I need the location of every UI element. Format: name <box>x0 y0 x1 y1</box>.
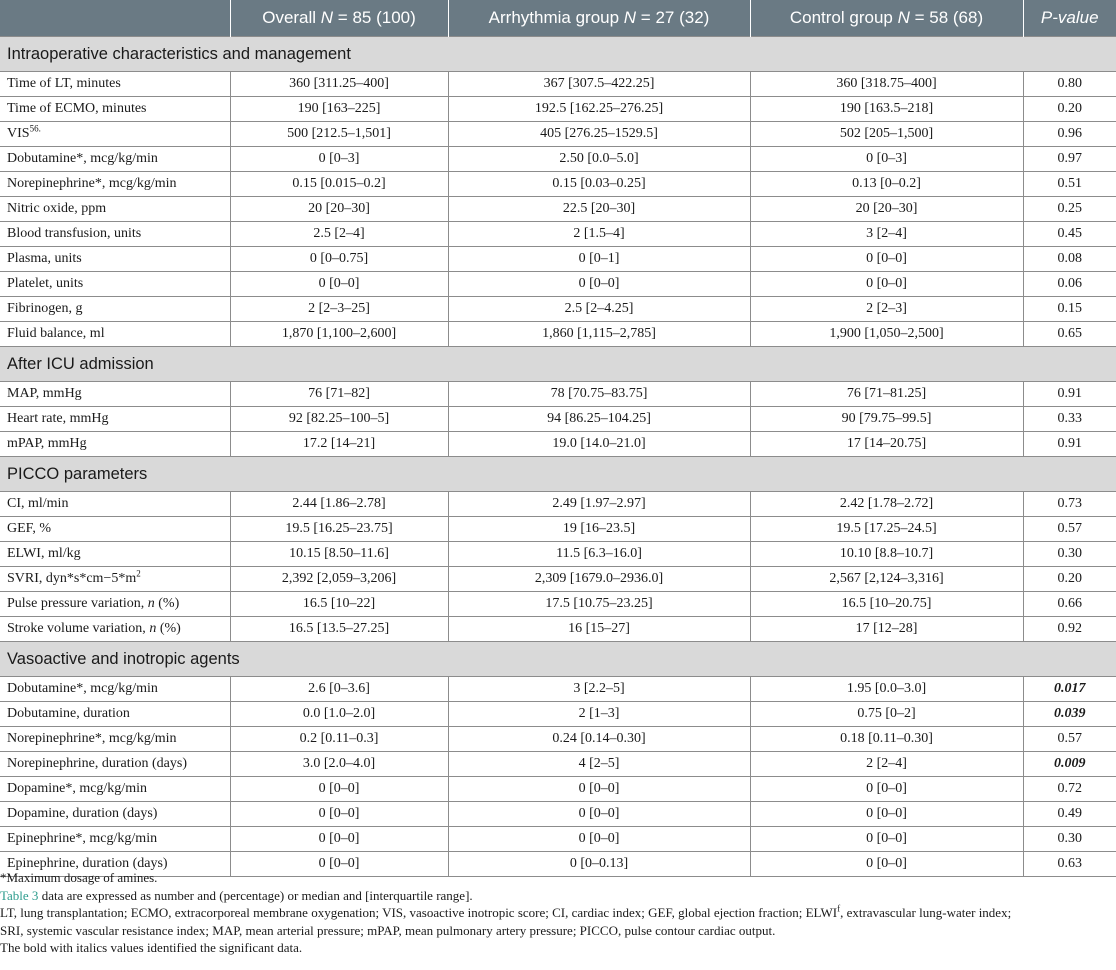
cell-overall: 16.5 [10–22] <box>230 592 448 617</box>
cell-p-value: 0.72 <box>1023 777 1116 802</box>
table-row <box>0 97 1116 122</box>
row-label: Stroke volume variation, n (%) <box>0 617 230 642</box>
table-row <box>0 382 1116 407</box>
cell-control: 1.95 [0.0–3.0] <box>750 677 1023 702</box>
row-label: Dobutamine*, mcg/kg/min <box>0 677 230 702</box>
row-label: MAP, mmHg <box>0 382 230 407</box>
row-label: Fluid balance, ml <box>0 322 230 347</box>
cell-overall: 76 [71–82] <box>230 382 448 407</box>
cell-arrhythmia: 2 [1–3] <box>448 702 750 727</box>
cell-overall: 0.15 [0.015–0.2] <box>230 172 448 197</box>
row-label: Pulse pressure variation, n (%) <box>0 592 230 617</box>
cell-p-value: 0.33 <box>1023 407 1116 432</box>
row-label: mPAP, mmHg <box>0 432 230 457</box>
table-row <box>0 432 1116 457</box>
row-label: CI, ml/min <box>0 492 230 517</box>
cell-control: 0.13 [0–0.2] <box>750 172 1023 197</box>
cell-control: 0 [0–0] <box>750 272 1023 297</box>
table-row <box>0 407 1116 432</box>
cell-overall: 0 [0–0] <box>230 852 448 877</box>
table-row <box>0 172 1116 197</box>
row-label: Norepinephrine*, mcg/kg/min <box>0 727 230 752</box>
cell-p-value: 0.66 <box>1023 592 1116 617</box>
table-row <box>0 727 1116 752</box>
table-row <box>0 272 1116 297</box>
cell-arrhythmia: 192.5 [162.25–276.25] <box>448 97 750 122</box>
row-label: Norepinephrine*, mcg/kg/min <box>0 172 230 197</box>
cell-overall: 2.5 [2–4] <box>230 222 448 247</box>
cell-overall: 0.0 [1.0–2.0] <box>230 702 448 727</box>
cell-arrhythmia: 2,309 [1679.0–2936.0] <box>448 567 750 592</box>
cell-p-value: 0.30 <box>1023 542 1116 567</box>
row-label: Dopamine*, mcg/kg/min <box>0 777 230 802</box>
cell-p-value: 0.06 <box>1023 272 1116 297</box>
row-label: GEF, % <box>0 517 230 542</box>
section-title: Intraoperative characteristics and management <box>0 37 1116 72</box>
footnote-significance: The bold with italics values identified the significant data. <box>0 940 303 955</box>
cell-control: 20 [20–30] <box>750 197 1023 222</box>
cell-arrhythmia: 22.5 [20–30] <box>448 197 750 222</box>
cell-arrhythmia: 405 [276.25–1529.5] <box>448 122 750 147</box>
cell-overall: 0 [0–0] <box>230 272 448 297</box>
row-label: ELWI, ml/kg <box>0 542 230 567</box>
cell-arrhythmia: 2.5 [2–4.25] <box>448 297 750 322</box>
row-label: Heart rate, mmHg <box>0 407 230 432</box>
row-label: Dobutamine, duration <box>0 702 230 727</box>
cell-overall: 500 [212.5–1,501] <box>230 122 448 147</box>
cell-control: 0 [0–0] <box>750 247 1023 272</box>
table-row <box>0 222 1116 247</box>
cell-control: 502 [205–1,500] <box>750 122 1023 147</box>
table-row <box>0 542 1116 567</box>
cell-overall: 1,870 [1,100–2,600] <box>230 322 448 347</box>
section-header-row <box>0 347 1116 382</box>
table-row <box>0 802 1116 827</box>
cell-p-value: 0.017 <box>1023 677 1116 702</box>
footnote-abbreviations-1: LT, lung transplantation; ECMO, extracorporeal membrane oxygenation; VIS, vasoactive inotropic score; CI, cardiac index; GEF, global ejection fraction; ELWI$^f$, extravascular lung-water index; <box>0 903 1012 920</box>
cell-control: 17 [14–20.75] <box>750 432 1023 457</box>
cell-p-value: 0.96 <box>1023 122 1116 147</box>
cell-overall: 0 [0–0] <box>230 827 448 852</box>
cell-arrhythmia: 94 [86.25–104.25] <box>448 407 750 432</box>
section-header-row <box>0 457 1116 492</box>
cell-arrhythmia: 0 [0–0] <box>448 777 750 802</box>
cell-overall: 360 [311.25–400] <box>230 72 448 97</box>
row-label: Dopamine, duration (days) <box>0 802 230 827</box>
cell-overall: 20 [20–30] <box>230 197 448 222</box>
table-header-row <box>0 0 1116 37</box>
header-control-group: Control group N = 58 (68) <box>750 0 1023 37</box>
cell-arrhythmia: 2.50 [0.0–5.0] <box>448 147 750 172</box>
header-p-value: P-value <box>1023 0 1116 37</box>
cell-p-value: 0.15 <box>1023 297 1116 322</box>
table-link[interactable]: Table 3 <box>0 887 39 903</box>
cell-p-value: 0.65 <box>1023 322 1116 347</box>
table-row <box>0 617 1116 642</box>
cell-p-value: 0.08 <box>1023 247 1116 272</box>
table-row <box>0 677 1116 702</box>
row-label: Plasma, units <box>0 247 230 272</box>
cell-control: 2 [2–3] <box>750 297 1023 322</box>
cell-arrhythmia: 19.0 [14.0–21.0] <box>448 432 750 457</box>
section-title: After ICU admission <box>0 347 1116 382</box>
cell-control: 2,567 [2,124–3,316] <box>750 567 1023 592</box>
table-body <box>0 37 1116 877</box>
cell-p-value: 0.57 <box>1023 727 1116 752</box>
cell-control: 190 [163.5–218] <box>750 97 1023 122</box>
cell-overall: 92 [82.25–100–5] <box>230 407 448 432</box>
cell-control: 0 [0–0] <box>750 852 1023 877</box>
cell-arrhythmia: 19 [16–23.5] <box>448 517 750 542</box>
footnote-data-format: Table 3 data are expressed as number and (percentage) or median and [interquartile range]. <box>0 887 473 903</box>
cell-arrhythmia: 0 [0–0] <box>448 802 750 827</box>
row-label: Nitric oxide, ppm <box>0 197 230 222</box>
table-row <box>0 827 1116 852</box>
cell-p-value: 0.20 <box>1023 567 1116 592</box>
table-row <box>0 492 1116 517</box>
cell-p-value: 0.20 <box>1023 97 1116 122</box>
cell-overall: 2,392 [2,059–3,206] <box>230 567 448 592</box>
cell-arrhythmia: 2.49 [1.97–2.97] <box>448 492 750 517</box>
cell-arrhythmia: 367 [307.5–422.25] <box>448 72 750 97</box>
cell-control: 0 [0–0] <box>750 827 1023 852</box>
cell-arrhythmia: 0.15 [0.03–0.25] <box>448 172 750 197</box>
cell-control: 76 [71–81.25] <box>750 382 1023 407</box>
cell-arrhythmia: 0 [0–0] <box>448 827 750 852</box>
cell-control: 0 [0–3] <box>750 147 1023 172</box>
cell-overall: 0.2 [0.11–0.3] <box>230 727 448 752</box>
cell-p-value: 0.91 <box>1023 382 1116 407</box>
cell-overall: 2.6 [0–3.6] <box>230 677 448 702</box>
row-label: SVRI, $dyn*s*cm-5*m^2$ <box>0 567 230 592</box>
table-row <box>0 297 1116 322</box>
table-row <box>0 517 1116 542</box>
row-label: Epinephrine*, mcg/kg/min <box>0 827 230 852</box>
cell-overall: 10.15 [8.50–11.6] <box>230 542 448 567</box>
cell-p-value: 0.80 <box>1023 72 1116 97</box>
cell-p-value: 0.039 <box>1023 702 1116 727</box>
cell-control: 19.5 [17.25–24.5] <box>750 517 1023 542</box>
table-row <box>0 777 1116 802</box>
cell-arrhythmia: 16 [15–27] <box>448 617 750 642</box>
cell-control: 90 [79.75–99.5] <box>750 407 1023 432</box>
cell-control: 360 [318.75–400] <box>750 72 1023 97</box>
row-label: Blood transfusion, units <box>0 222 230 247</box>
cell-p-value: 0.51 <box>1023 172 1116 197</box>
cell-overall: 0 [0–0] <box>230 802 448 827</box>
table-row <box>0 322 1116 347</box>
cell-control: 16.5 [10–20.75] <box>750 592 1023 617</box>
row-label: Dobutamine*, mcg/kg/min <box>0 147 230 172</box>
cell-overall: 17.2 [14–21] <box>230 432 448 457</box>
cell-arrhythmia: 4 [2–5] <box>448 752 750 777</box>
cell-p-value: 0.57 <box>1023 517 1116 542</box>
cell-p-value: 0.91 <box>1023 432 1116 457</box>
cell-p-value: 0.73 <box>1023 492 1116 517</box>
cell-overall: 190 [163–225] <box>230 97 448 122</box>
row-label: Time of ECMO, minutes <box>0 97 230 122</box>
cell-control: 2.42 [1.78–2.72] <box>750 492 1023 517</box>
cell-p-value: 0.92 <box>1023 617 1116 642</box>
header-arrhythmia-group: Arrhythmia group N = 27 (32) <box>448 0 750 37</box>
table-row <box>0 122 1116 147</box>
cell-control: 0.18 [0.11–0.30] <box>750 727 1023 752</box>
table-row <box>0 567 1116 592</box>
cell-control: 2 [2–4] <box>750 752 1023 777</box>
row-label: $VIS^{56.}$ <box>0 122 230 147</box>
cell-arrhythmia: 0 [0–0] <box>448 272 750 297</box>
table-row <box>0 752 1116 777</box>
cell-p-value: 0.49 <box>1023 802 1116 827</box>
cell-overall: 0 [0–3] <box>230 147 448 172</box>
section-header-row <box>0 37 1116 72</box>
cell-p-value: 0.97 <box>1023 147 1116 172</box>
cell-control: 1,900 [1,050–2,500] <box>750 322 1023 347</box>
cell-control: 17 [12–28] <box>750 617 1023 642</box>
cell-control: 3 [2–4] <box>750 222 1023 247</box>
cell-arrhythmia: 17.5 [10.75–23.25] <box>448 592 750 617</box>
cell-overall: 16.5 [13.5–27.25] <box>230 617 448 642</box>
cell-p-value: 0.45 <box>1023 222 1116 247</box>
cell-arrhythmia: 0.24 [0.14–0.30] <box>448 727 750 752</box>
cell-p-value: 0.009 <box>1023 752 1116 777</box>
cell-overall: 2.44 [1.86–2.78] <box>230 492 448 517</box>
cell-p-value: 0.63 <box>1023 852 1116 877</box>
cell-arrhythmia: 78 [70.75–83.75] <box>448 382 750 407</box>
table-row <box>0 72 1116 97</box>
table-row <box>0 247 1116 272</box>
section-header-row <box>0 642 1116 677</box>
row-label: Epinephrine, duration (days) <box>0 852 230 877</box>
row-label: Norepinephrine, duration (days) <box>0 752 230 777</box>
cell-overall: 0 [0–0.75] <box>230 247 448 272</box>
cell-p-value: 0.25 <box>1023 197 1116 222</box>
table-row <box>0 147 1116 172</box>
cell-arrhythmia: 1,860 [1,115–2,785] <box>448 322 750 347</box>
table-row <box>0 592 1116 617</box>
header-overall: Overall N = 85 (100) <box>230 0 448 37</box>
table-row <box>0 197 1116 222</box>
cell-arrhythmia: 0 [0–0.13] <box>448 852 750 877</box>
cell-control: 0.75 [0–2] <box>750 702 1023 727</box>
cell-overall: 3.0 [2.0–4.0] <box>230 752 448 777</box>
cell-control: 10.10 [8.8–10.7] <box>750 542 1023 567</box>
section-title: Vasoactive and inotropic agents <box>0 642 1116 677</box>
footnote-amines: *Maximum dosage of amines. <box>0 870 158 885</box>
cell-control: 0 [0–0] <box>750 777 1023 802</box>
cell-overall: 2 [2–3–25] <box>230 297 448 322</box>
cell-arrhythmia: 3 [2.2–5] <box>448 677 750 702</box>
cell-arrhythmia: 2 [1.5–4] <box>448 222 750 247</box>
footnote-abbreviations-2: SRI, systemic vascular resistance index; MAP, mean arterial pressure; mPAP, mean pulmonary artery pressure; PICCO, pulse contour cardiac output. <box>0 922 776 938</box>
table-footnotes <box>0 869 1116 957</box>
row-label: Time of LT, minutes <box>0 72 230 97</box>
row-label: Platelet, units <box>0 272 230 297</box>
header-blank <box>0 0 230 37</box>
cell-overall: 19.5 [16.25–23.75] <box>230 517 448 542</box>
section-title: PICCO parameters <box>0 457 1116 492</box>
cell-overall: 0 [0–0] <box>230 777 448 802</box>
table-row <box>0 702 1116 727</box>
cell-arrhythmia: 0 [0–1] <box>448 247 750 272</box>
row-label: Fibrinogen, g <box>0 297 230 322</box>
cell-control: 0 [0–0] <box>750 802 1023 827</box>
cell-p-value: 0.30 <box>1023 827 1116 852</box>
cell-arrhythmia: 11.5 [6.3–16.0] <box>448 542 750 567</box>
